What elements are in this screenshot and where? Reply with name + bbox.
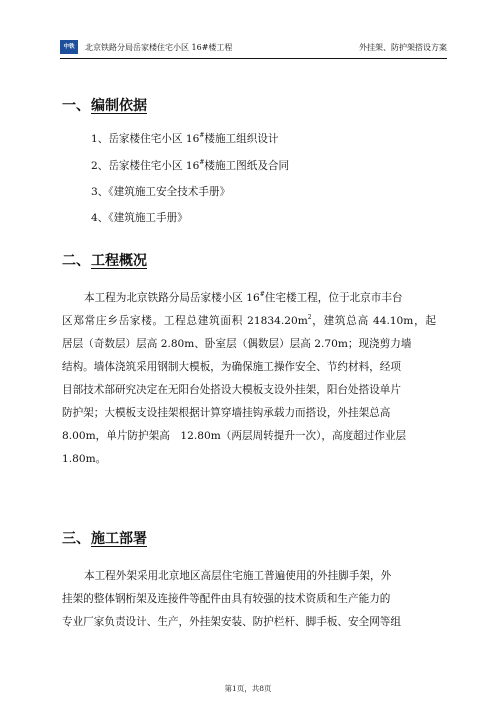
paragraph-line: 本工程外架采用北京地区高层住宅施工普遍使用的外挂脚手架，外 [84, 570, 392, 582]
section-title: 编制依据 [91, 98, 147, 114]
paragraph-line: 区郑常庄乡岳家楼。工程总建筑面积 $21834.20m^2$，建筑总高 44.10m，起 [62, 314, 436, 327]
header-project-title: 北京铁路分局岳家楼住宅小区 16#楼工程 [85, 43, 233, 52]
paragraph-line: 专业厂家负责设计、生产，外挂架安装、防护栏杆、脚手板、安全网等组 [62, 616, 401, 628]
section-number: 一、 [62, 98, 90, 114]
company-logo: 中铁 [60, 40, 78, 54]
section-number: 三、 [62, 531, 90, 547]
header-divider [60, 58, 447, 59]
section-heading-3 [62, 528, 147, 548]
basis-item: 3、《建筑施工安全技术手册》 [91, 186, 231, 198]
section-heading-2 [62, 250, 147, 270]
project-overview-paragraph [62, 287, 436, 471]
paragraph-line: 目部技术部研究决定在无阳台处搭设大模板支设外挂架，阳台处搭设单片 [62, 384, 401, 396]
section-heading-1 [62, 95, 147, 115]
basis-item: 2、岳家楼住宅小区 16#楼施工图纸及合同 [91, 159, 290, 172]
basis-item: 1、岳家楼住宅小区 16#楼施工组织设计 [91, 132, 279, 145]
paragraph-line: 1.80m。 [62, 453, 107, 465]
section-number: 二、 [62, 253, 90, 269]
deployment-paragraph [62, 565, 436, 634]
section-title: 工程概况 [91, 253, 147, 269]
paragraph-line: 防护架；大模板支设挂架根据计算穿墙挂钩承载力而搭设，外挂架总高 [62, 407, 391, 419]
paragraph-line: 挂架的整体钢桁架及连接件等配件由具有较强的技术资质和生产能力的 [62, 593, 391, 605]
paragraph-line: 居层（奇数层）层高 2.80m、卧室层（偶数层）层高 2.70m；现浇剪力墙 [62, 338, 412, 350]
page-footer: 第1页，共8页 [224, 684, 272, 693]
basis-item: 4、《建筑施工手册》 [91, 212, 188, 224]
paragraph-line: 结构。墙体浇筑采用钢制大模板，为确保施工操作安全、节约材料，经项 [62, 361, 401, 373]
paragraph-line: 本工程为北京铁路分局岳家楼小区 16#住宅楼工程，位于北京市丰台 [84, 291, 403, 304]
paragraph-line: 8.00m，单片防护架高 12.80m（两层周转提升一次），高度超过作业层 [62, 430, 407, 442]
section-title: 施工部署 [91, 531, 147, 547]
page-header [60, 40, 447, 58]
header-document-title: 外挂架、防护架搭设方案 [359, 43, 447, 52]
